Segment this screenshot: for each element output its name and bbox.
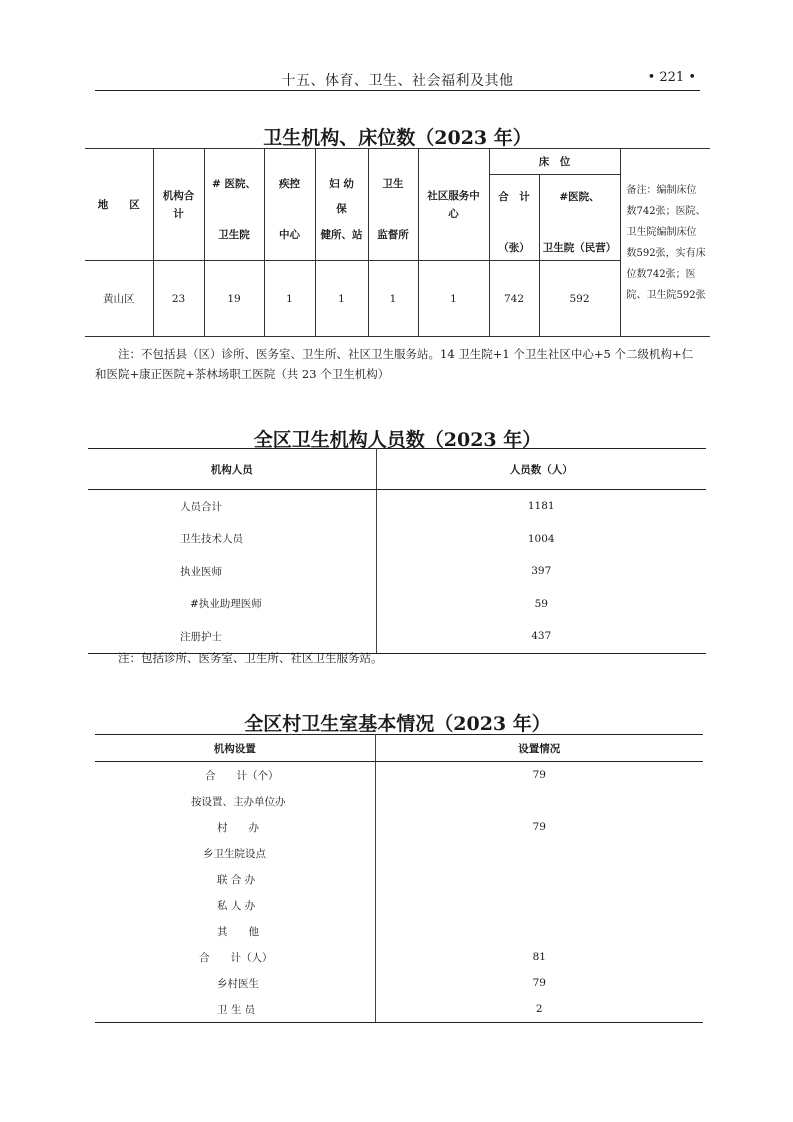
table-row bbox=[88, 555, 706, 588]
row-hospitals: 19 bbox=[204, 261, 264, 337]
table-row bbox=[88, 490, 706, 523]
header-cdc: 疾控 中心 bbox=[264, 149, 315, 261]
table-row bbox=[95, 866, 703, 892]
col-header-setup: 机构设置 bbox=[95, 735, 375, 762]
row-value bbox=[375, 892, 703, 918]
row-region: 黄山区 bbox=[85, 261, 153, 337]
row-mch: 1 bbox=[315, 261, 368, 337]
header-region: 地 区 bbox=[85, 149, 153, 261]
row-value: 59 bbox=[534, 597, 548, 610]
header-community: 社区服务中心 bbox=[418, 149, 489, 261]
table-row bbox=[85, 261, 710, 337]
row-value: 437 bbox=[376, 620, 706, 653]
row-value bbox=[375, 866, 703, 892]
row-value: 81 bbox=[532, 951, 546, 963]
personnel-table bbox=[88, 448, 706, 654]
row-label: 乡卫生院设点 bbox=[95, 840, 375, 866]
table-row bbox=[95, 788, 703, 814]
row-value: 1181 bbox=[527, 500, 555, 513]
row-label: 按设置、主办单位办 bbox=[95, 788, 375, 814]
table-row bbox=[88, 588, 706, 621]
row-label: 村 办 bbox=[95, 814, 375, 840]
header-supervision: 卫生 监督所 bbox=[368, 149, 418, 261]
table-row bbox=[95, 996, 703, 1023]
row-value bbox=[375, 840, 703, 866]
row-cdc: 1 bbox=[264, 261, 315, 337]
header-beds-group: 床 位 bbox=[489, 149, 620, 175]
row-label: 人员合计 bbox=[88, 490, 376, 523]
row-label: 乡村医生 bbox=[95, 970, 375, 996]
row-label: 联 合 办 bbox=[95, 866, 375, 892]
table-row bbox=[95, 970, 703, 996]
row-total-institutions: 23 bbox=[153, 261, 204, 337]
header-beds-hospitals: #医院、 卫生院（民营） bbox=[539, 175, 620, 261]
row-label: 合 计（个） bbox=[95, 762, 375, 789]
row-label: 卫 生 员 bbox=[95, 996, 375, 1023]
row-label: 私 人 办 bbox=[95, 892, 375, 918]
row-value: 397 bbox=[531, 565, 552, 578]
header-total-institutions: 机构合计 bbox=[153, 149, 204, 261]
row-label: 注册护士 bbox=[88, 620, 376, 653]
section3-title: 全区村卫生室基本情况（2023 年） bbox=[244, 713, 551, 735]
row-label: 其 他 bbox=[95, 918, 375, 944]
section2-note: 注：包括诊所、医务室、卫生所、社区卫生服务站。 bbox=[118, 651, 383, 665]
row-label: 卫生技术人员 bbox=[88, 523, 376, 556]
section1-title: 卫生机构、床位数（2023 年） bbox=[263, 127, 532, 149]
row-label: 执业医师 bbox=[88, 555, 376, 588]
table-row bbox=[95, 814, 703, 840]
row-value: 1004 bbox=[527, 532, 555, 545]
section1-note-line1: 注：不包括县（区）诊所、医务室、卫生所、社区卫生服务站。14 卫生院+1 个卫生社区中心+5 个二级机构+仁 bbox=[118, 347, 694, 361]
page-number: • 221 • bbox=[647, 70, 696, 85]
table-row bbox=[88, 523, 706, 556]
col-header-count: 人员数（人） bbox=[376, 449, 706, 490]
table-row bbox=[95, 918, 703, 944]
header-beds-total: 合 计 （张） bbox=[489, 175, 539, 261]
row-value: 79 bbox=[532, 977, 546, 989]
table-row bbox=[95, 892, 703, 918]
row-value bbox=[375, 918, 703, 944]
row-beds-total: 742 bbox=[489, 261, 539, 337]
running-header bbox=[95, 68, 700, 91]
row-label: #执业助理医师 bbox=[88, 588, 376, 621]
remarks-text: 备注：编制床位数742张；医院、卫生院编制床位数592张，实有床位数742张；医院、卫生院592张 bbox=[626, 184, 706, 301]
institutions-beds-table bbox=[85, 148, 710, 337]
row-value bbox=[375, 788, 703, 814]
section2-title: 全区卫生机构人员数（2023 年） bbox=[253, 429, 542, 451]
row-label: 合 计（人） bbox=[95, 944, 375, 970]
section1-note-line2: 和医院+康正医院+茶林场职工医院（共 23 个卫生机构） bbox=[95, 367, 390, 381]
row-value: 79 bbox=[532, 769, 546, 781]
table-row bbox=[95, 944, 703, 970]
table-row bbox=[95, 762, 703, 789]
row-supervision: 1 bbox=[368, 261, 418, 337]
row-value: 79 bbox=[532, 821, 546, 833]
chapter-title: 十五、体育、卫生、社会福利及其他 bbox=[281, 73, 514, 89]
row-community: 1 bbox=[418, 261, 489, 337]
table-row bbox=[95, 840, 703, 866]
header-mch: 妇 幼 保 健所、站 bbox=[315, 149, 368, 261]
col-header-personnel: 机构人员 bbox=[88, 449, 376, 490]
header-hospitals: # 医院、 卫生院 bbox=[204, 149, 264, 261]
village-clinics-table bbox=[95, 734, 703, 1023]
row-value: 2 bbox=[375, 996, 703, 1023]
row-beds-hospitals: 592 bbox=[539, 261, 620, 337]
col-header-status: 设置情况 bbox=[375, 735, 703, 762]
remarks-cell bbox=[620, 149, 710, 337]
